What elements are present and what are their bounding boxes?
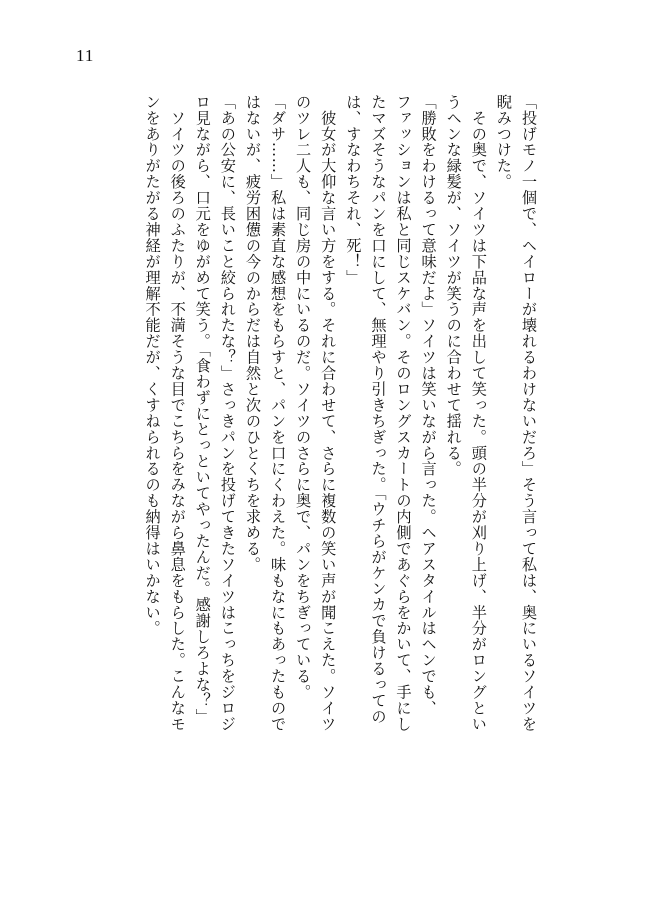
text-line: 「投げモノ一個で、ヘイローが壊れるわけないだろ」そう言って私は、奥にいるソイツを bbox=[520, 94, 538, 732]
text-line: ソイツの後ろのふたりが、不満そうな目でこちらをみながら鼻息をもらした。こんなモ bbox=[168, 94, 187, 732]
text-line: ロ見ながら、口元をゆがめて笑う。「食わずにとっといてやったんだ。感謝しろよな？」 bbox=[193, 94, 212, 725]
text-line: はないが、疲労困憊の今のからだは自然と次のひとくちを求める。 bbox=[243, 94, 262, 573]
text-line: ンをありがたがる神経が理解不能だが、くすねられるのも納得はいかない。 bbox=[143, 94, 162, 637]
text-line: 彼女が大仰な言い方をする。それに合わせて、さらに複数の笑い声が聞こえた。ソイツ bbox=[319, 94, 338, 732]
page-number: 11 bbox=[76, 46, 95, 65]
text-line: たマズそうなパンを口にして、無理やり引きちぎった。「ウチらがケンカで負けるっての bbox=[369, 94, 388, 725]
text-line: 「あの公安に、長いこと絞られたな？」さっきパンを投げてきたソイツはこっちをジロジ bbox=[218, 94, 237, 732]
text-line: のツレ二人も、同じ房の中にいるのだ。ソイツのさらに奥で、パンをちぎっている。 bbox=[294, 94, 313, 701]
text-line: うヘンな緑髪が、ソイツが笑うのに合わせて揺れる。 bbox=[444, 94, 463, 477]
text-line: その奥で、ソイツは下品な声を出して笑った。頭の半分が刈り上げ、半分がロングとい bbox=[469, 94, 488, 732]
text-line: 「ダサ……」私は素直な感想をもらすと、パンを口にくわえた。味もなにもあったもので bbox=[269, 94, 288, 732]
body-text bbox=[121, 94, 541, 810]
text-line: ファッションは私と同じスケバン。そのロングスカートの内側であぐらをかいて、手にし bbox=[394, 94, 413, 732]
text-line: 睨みつけた。 bbox=[494, 94, 513, 190]
text-line: は、すなわちそれ、死！」 bbox=[344, 94, 363, 286]
text-line: 「勝敗をわけるって意味だよ」ソイツは笑いながら言った。ヘアスタイルはヘンでも、 bbox=[419, 94, 438, 717]
